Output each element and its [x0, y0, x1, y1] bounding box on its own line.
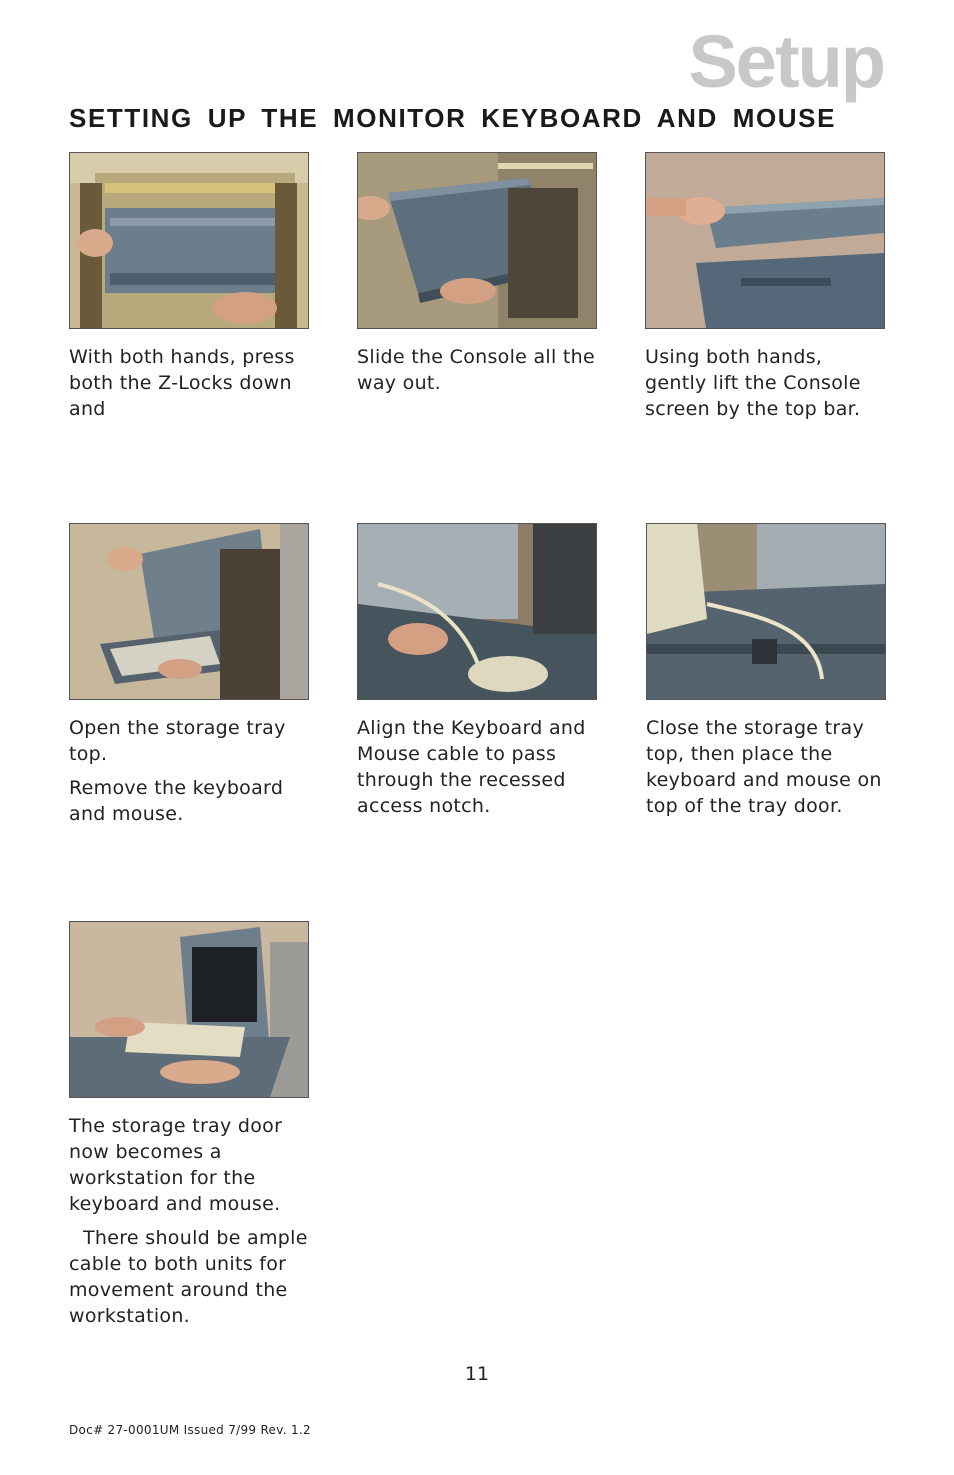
step-4-caption-1: Open the storage tray top. [69, 717, 286, 765]
photo-zlocks [69, 152, 309, 329]
step-4-caption-2: Remove the keyboard and mouse. [69, 777, 284, 825]
step-1 [69, 152, 309, 422]
step-2-caption: Slide the Console all the way out. [357, 346, 596, 394]
photo-close-tray [646, 523, 886, 700]
step-2 [357, 152, 597, 396]
chapter-title: Setup [688, 20, 884, 103]
photo-lift-screen [645, 152, 885, 329]
step-5-caption: Align the Keyboard and Mouse cable to pass through the recessed access notch. [357, 717, 586, 817]
step-1-caption: With both hands, press both the Z-Locks down and [69, 346, 295, 420]
step-3 [645, 152, 885, 422]
photo-align-cable [357, 523, 597, 700]
step-4 [69, 523, 309, 827]
section-heading: SETTING UP THE MONITOR KEYBOARD AND MOUSE [69, 103, 837, 133]
step-6 [646, 523, 886, 819]
doc-footer: Doc# 27-0001UM Issued 7/99 Rev. 1.2 [69, 1423, 311, 1437]
step-7-caption-2: There should be ample cable to both units for movement around the workstation. [69, 1227, 308, 1327]
photo-open-tray [69, 523, 309, 700]
photo-workstation [69, 921, 309, 1098]
step-5 [357, 523, 597, 819]
step-7-caption-1: The storage tray door now becomes a workstation for the keyboard and mouse. [69, 1115, 283, 1215]
step-6-caption: Close the storage tray top, then place the keyboard and mouse on top of the tray door. [646, 717, 882, 817]
page-number: 11 [464, 1363, 490, 1385]
step-7 [69, 921, 309, 1329]
photo-slide-console [357, 152, 597, 329]
step-3-caption: Using both hands, gently lift the Console screen by the top bar. [645, 346, 861, 420]
